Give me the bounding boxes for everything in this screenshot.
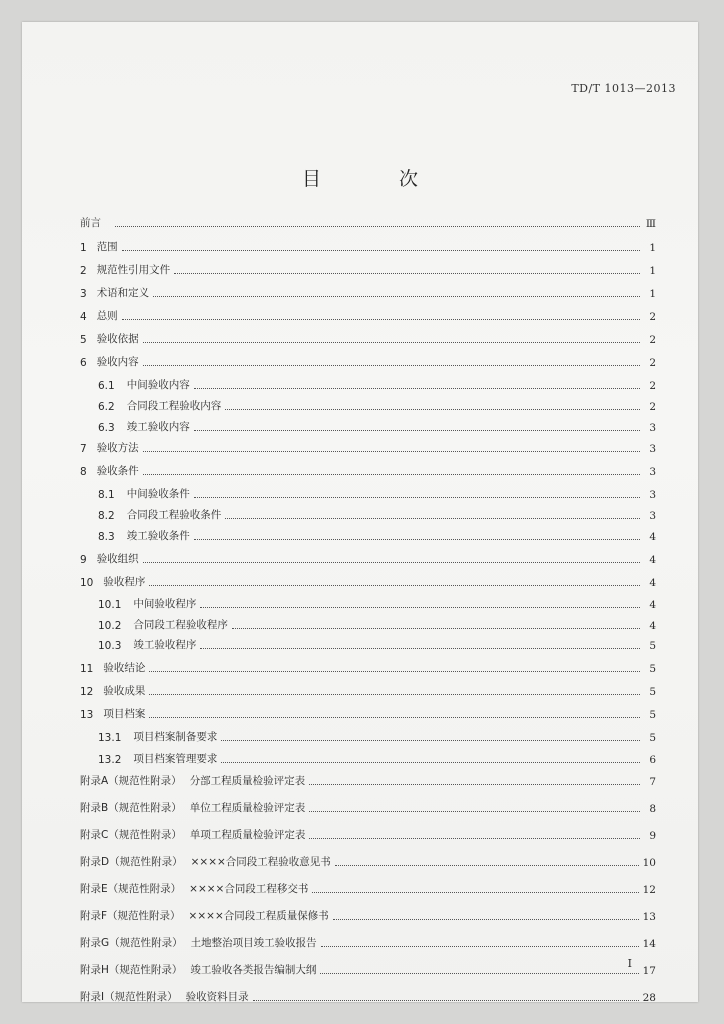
dot-leader [221, 740, 640, 741]
toc-entry-title: 项目档案管理要求 [133, 753, 218, 765]
toc-entry-title: 验收程序 [103, 576, 146, 588]
dot-leader [174, 273, 640, 274]
toc-entry-number: 8.1 [98, 489, 115, 501]
toc-entry-number: 8.2 [98, 510, 115, 522]
toc-entry-page: 28 [642, 992, 656, 1004]
dot-leader [194, 388, 640, 389]
toc-entry-number: 6.2 [98, 401, 115, 413]
toc-entry-title: 竣工验收内容 [126, 421, 190, 433]
toc-entry-title: 验收成果 [103, 685, 146, 697]
toc-entry-number: 9 [80, 554, 87, 566]
toc-entry [80, 655, 656, 675]
toc-entry-page: 12 [642, 884, 656, 896]
toc-entry-title: 中间验收条件 [126, 488, 190, 500]
standard-code: TD/T 1013—2013 [571, 82, 676, 95]
toc-entry-title: ××××合同段工程移交书 [189, 883, 309, 895]
toc-entry-page: 2 [649, 357, 656, 369]
toc-entry-page: 2 [649, 380, 656, 392]
toc-entry [80, 393, 656, 413]
toc-entry-title: 验收内容 [96, 356, 139, 368]
dot-leader [194, 497, 640, 498]
toc-entry-number: 10.3 [98, 640, 122, 652]
toc-entry-title: 术语和定义 [96, 287, 150, 299]
toc-entry-title: 验收依据 [96, 333, 139, 345]
toc-entry-number: 10 [80, 577, 94, 589]
toc-entry-page: 13 [642, 911, 656, 923]
toc-entry-page: 7 [649, 776, 656, 788]
toc-appendix-entry [80, 849, 656, 869]
dot-leader [143, 342, 640, 343]
dot-leader [149, 585, 640, 586]
toc-entry-title: ××××合同段工程质量保修书 [188, 910, 329, 922]
dot-leader [232, 628, 640, 629]
dot-leader [149, 671, 640, 672]
toc-entry-number: 附录A（规范性附录） [80, 775, 182, 787]
toc-entry-page: 3 [649, 489, 656, 501]
toc-entry-number: 2 [80, 265, 87, 277]
toc-entry-page: 2 [649, 401, 656, 413]
toc-appendix-entry [80, 903, 656, 923]
toc-entry-title: 验收结论 [103, 662, 146, 674]
toc-entry-page: 5 [649, 732, 656, 744]
toc-entry-number: 13.2 [98, 754, 122, 766]
toc-entry-title: 合同段工程验收程序 [133, 619, 228, 631]
toc-entry-page: 1 [649, 242, 656, 254]
dot-leader [122, 250, 640, 251]
toc-entry-number: 13 [80, 709, 94, 721]
toc-entry-page: 4 [649, 554, 656, 566]
toc-entry-title: 验收方法 [96, 442, 139, 454]
toc-entry-number: 5 [80, 334, 87, 346]
toc-entry [80, 591, 656, 611]
toc-appendix-entry [80, 930, 656, 950]
dot-leader [149, 717, 640, 718]
toc-entry [80, 612, 656, 632]
toc-entry [80, 502, 656, 522]
dot-leader [153, 296, 640, 297]
dot-leader [309, 784, 640, 785]
toc-entry-page: 3 [649, 510, 656, 522]
toc-entry-title: 验收条件 [96, 465, 139, 477]
toc-entry-title: 合同段工程验收条件 [126, 509, 222, 521]
toc-entry-page: 1 [649, 288, 656, 300]
toc-entry-title: 规范性引用文件 [96, 264, 171, 276]
toc-entry-title: 土地整治项目竣工验收报告 [190, 937, 317, 949]
toc-entry [80, 349, 656, 369]
toc-entry [80, 569, 656, 589]
dot-leader [143, 365, 640, 366]
dot-leader [221, 762, 640, 763]
toc-entry-page: 8 [649, 803, 656, 815]
toc-entry-page: 10 [642, 857, 656, 869]
toc-entry [80, 372, 656, 392]
toc-entry [80, 435, 656, 455]
dot-leader [115, 226, 640, 227]
toc-entry-number: 3 [80, 288, 87, 300]
toc-entry [80, 678, 656, 698]
toc-entry-page: 14 [642, 938, 656, 950]
toc-entry [80, 481, 656, 501]
toc-entry-page: 4 [649, 531, 656, 543]
toc-entry-number: 附录B（规范性附录） [80, 802, 182, 814]
toc-entry-number: 附录E（规范性附录） [80, 883, 182, 895]
toc-entry-page: 2 [649, 334, 656, 346]
toc-entry [80, 414, 656, 434]
toc-entry-page: 4 [649, 577, 656, 589]
dot-leader [333, 919, 639, 920]
toc-entry-number: 附录H（规范性附录） [80, 964, 183, 976]
toc-appendix-entry [80, 876, 656, 896]
document-page [22, 22, 698, 1002]
toc-entry-page: 17 [642, 965, 656, 977]
toc-entry-title: 竣工验收条件 [126, 530, 190, 542]
toc-entry-page: 3 [649, 466, 656, 478]
toc-entry-page: 4 [649, 620, 656, 632]
dot-leader [194, 430, 640, 431]
toc-entry-number: 附录F（规范性附录） [80, 910, 181, 922]
toc-entry-page: 5 [649, 640, 656, 652]
toc-entry-number: 12 [80, 686, 94, 698]
toc-entry-number: 11 [80, 663, 94, 675]
toc-entry-number: 7 [80, 443, 87, 455]
toc-entry-number: 8.3 [98, 531, 115, 543]
dot-leader [143, 451, 640, 452]
dot-leader [149, 694, 640, 695]
toc-entry-title: 范围 [96, 241, 118, 253]
toc-entry-title: 验收组织 [96, 553, 139, 565]
toc-entry-page: 2 [649, 311, 656, 323]
toc-entry [80, 523, 656, 543]
toc-appendix-entry [80, 795, 656, 815]
toc-entry [80, 280, 656, 300]
page-title: 目 次 [301, 168, 455, 190]
dot-leader [320, 973, 638, 974]
dot-leader [194, 539, 640, 540]
toc-entry-title: ××××合同段工程验收意见书 [190, 856, 331, 868]
dot-leader [225, 409, 640, 410]
toc-entry [80, 724, 656, 744]
toc-entry-title: 竣工验收各类报告编制大纲 [190, 964, 317, 976]
dot-leader [309, 838, 640, 839]
toc-entry-number: 6.3 [98, 422, 115, 434]
toc-entry-title: 单项工程质量检验评定表 [189, 829, 306, 841]
toc-entry [80, 632, 656, 652]
dot-leader [309, 811, 640, 812]
toc-entry-title: 合同段工程验收内容 [126, 400, 222, 412]
toc-entry-number: 6.1 [98, 380, 115, 392]
toc-entry-title: 分部工程质量检验评定表 [189, 775, 306, 787]
toc-entry [80, 234, 656, 254]
dot-leader [200, 648, 640, 649]
toc-entry-title: 项目档案制备要求 [133, 731, 218, 743]
toc-entry-number: 附录G（规范性附录） [80, 937, 183, 949]
toc-entry-number: 10.2 [98, 620, 122, 632]
toc-entry-number: 13.1 [98, 732, 122, 744]
toc-entry-title: 项目档案 [103, 708, 146, 720]
toc-entry-page: 4 [649, 599, 656, 611]
toc-entry [80, 701, 656, 721]
toc-entry-title: 验收资料目录 [185, 991, 249, 1003]
toc-entry-page: 5 [649, 686, 656, 698]
dot-leader [312, 892, 638, 893]
toc-entry-title: 总则 [96, 310, 118, 322]
dot-leader [143, 562, 640, 563]
dot-leader [200, 607, 640, 608]
toc-entry-number: 1 [80, 242, 87, 254]
dot-leader [321, 946, 639, 947]
toc-entry-title: 中间验收内容 [126, 379, 190, 391]
page-number: I [627, 957, 632, 970]
toc-entry-number: 附录I（规范性附录） [80, 991, 178, 1003]
toc-entry-page: 5 [649, 663, 656, 675]
toc-appendix-entry [80, 822, 656, 842]
toc-appendix-entry [80, 984, 656, 1004]
toc-entry-page: 1 [649, 265, 656, 277]
dot-leader [225, 518, 640, 519]
toc-appendix-entry [80, 768, 656, 788]
toc-entry [80, 303, 656, 323]
toc-entry-title: 竣工验收程序 [133, 639, 197, 651]
toc-entry-number: 前言 [80, 217, 101, 229]
toc-entry-number: 6 [80, 357, 87, 369]
toc-entry-page: 5 [649, 709, 656, 721]
dot-leader [143, 474, 640, 475]
dot-leader [253, 1000, 639, 1001]
toc-entry-title: 单位工程质量检验评定表 [189, 802, 306, 814]
dot-leader [335, 865, 639, 866]
toc-entry-number: 附录D（规范性附录） [80, 856, 183, 868]
toc-entry-number: 8 [80, 466, 87, 478]
toc-entry-title: 中间验收程序 [133, 598, 197, 610]
toc-entry-page: Ⅲ [645, 218, 656, 230]
toc-entry-page: 9 [649, 830, 656, 842]
toc-appendix-entry [80, 957, 656, 977]
dot-leader [122, 319, 640, 320]
toc-entry-number: 4 [80, 311, 87, 323]
toc-entry [80, 546, 656, 566]
toc-entry-page: 3 [649, 443, 656, 455]
toc-entry [80, 210, 656, 230]
toc-entry-number: 10.1 [98, 599, 122, 611]
toc-entry [80, 326, 656, 346]
toc-entry [80, 257, 656, 277]
toc-entry-page: 3 [649, 422, 656, 434]
toc-entry [80, 458, 656, 478]
toc-entry-page: 6 [649, 754, 656, 766]
toc-entry [80, 746, 656, 766]
toc-entry-number: 附录C（规范性附录） [80, 829, 182, 841]
